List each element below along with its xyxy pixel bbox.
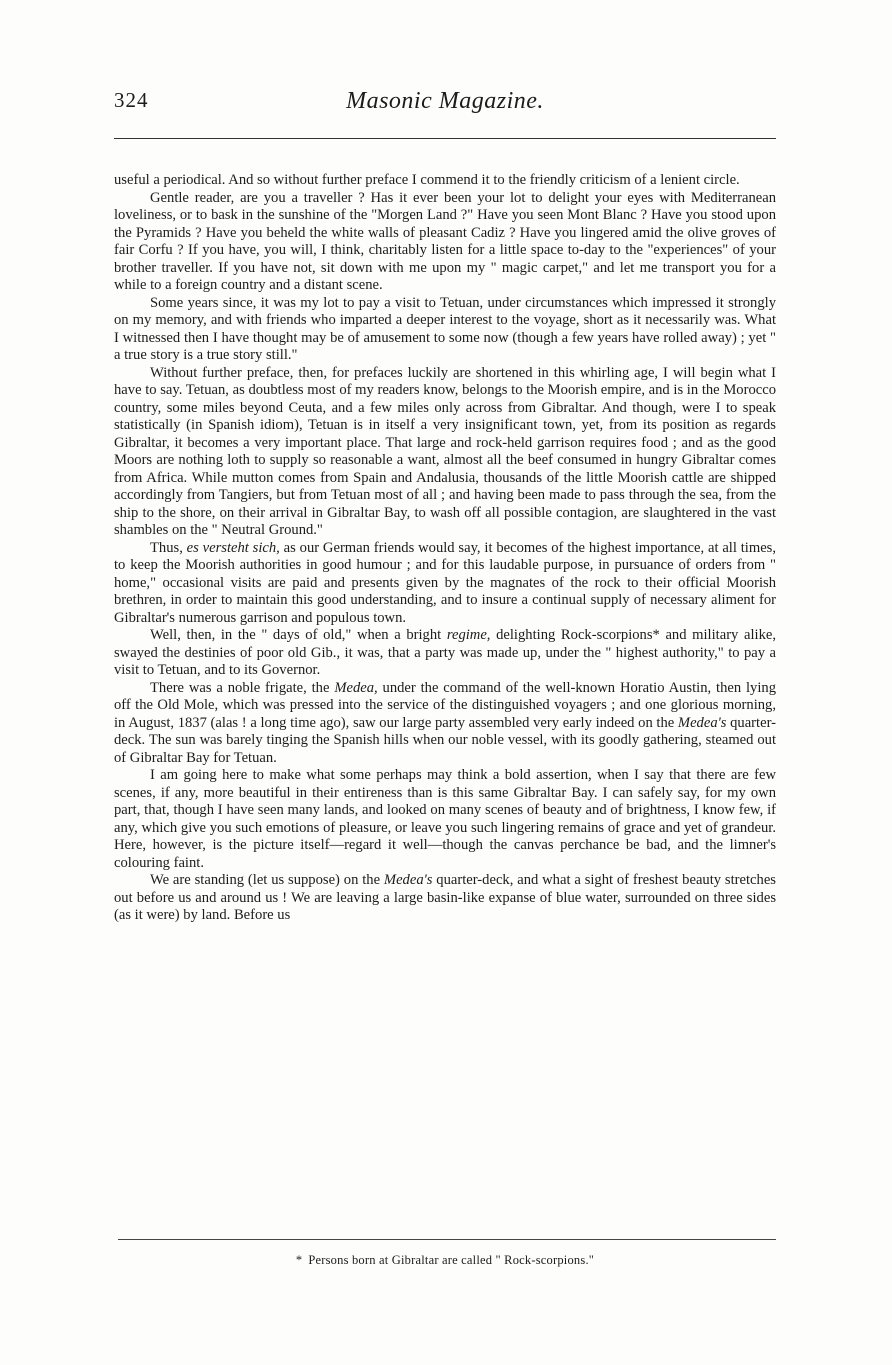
paragraph-text: I am going here to make what some perhaps may think a bold assertion, when I say that there are few scenes, if any, more beautiful in their entireness than is this same Gibraltar Bay. I can safely say, for my own part, that, though I have seen many lands, and looked on many scenes of beauty and of brightness, I know few, if any, which give you such emotions of pleasure, or leave you such lingering remains of grace and yet of grandeur. Here, however, is the picture itself—regard it well—though the canvas perchance be bad, and the limner's colouring faint.	[114, 767, 776, 871]
paragraph-text: There was a noble frigate, the	[150, 679, 335, 696]
header-rule	[114, 138, 776, 139]
paragraph-text: delighting Rock-scorpions* and military alike, swayed the destinies of poor old Gib., it was, that a party was made up, under the " highest authority," to pay a visit to Tetuan, and to its Governor.	[114, 627, 776, 678]
italic-phrase: es versteht sich,	[186, 539, 280, 556]
paragraph-text: quarter-deck. The sun was barely tinging the Spanish hills when our noble vessel, with its goodly gathering, steamed out of Gibraltar Bay for Tetuan.	[114, 714, 776, 766]
italic-phrase: regime,	[446, 627, 491, 643]
paragraph-6	[114, 627, 776, 680]
paragraph-text: Well, then, in the " days of old," when a bright	[150, 627, 447, 643]
paragraph-3	[114, 295, 776, 365]
footnote-rule	[118, 1239, 776, 1240]
paragraph-5	[114, 540, 776, 628]
paragraph-2	[114, 190, 776, 295]
italic-phrase: Medea,	[334, 679, 378, 696]
running-title: Masonic Magazine.	[346, 88, 544, 114]
paragraph-text: Without further preface, then, for prefaces luckily are shortened in this whirling age, I will begin what I have to say. Tetuan, as doubtless most of my readers know, belongs to the Moorish empire, and is in the Morocco country, some miles beyond Ceuta, and a few miles only across from Gibraltar. And though, were I to speak statistically (in Spanish idiom), Tetuan is in itself a very insignificant town, yet, from its position as regards Gibraltar, it becomes a very important place. That large and rock-held garrison requires food ; and as the good Moors are nothing loth to supply so reasonable a want, almost all the beef consumed in hungry Gibraltar comes from Africa. While mutton comes from Spain and Andalusia, thousands of the little Moorish cattle are shipped accordingly from Tangiers, but from Tetuan most of all ; and having been made to pass through the sea, from the ship to the shore, on their arrival in Gibraltar Bay, to wash off all possible contagion, are slaughtered in the vast shambles on the " Neutral Ground."	[114, 364, 776, 538]
italic-phrase: Medea's	[677, 714, 727, 731]
footnote-text: Persons born at Gibraltar are called " Rock-scorpions."	[308, 1253, 595, 1267]
paragraph-text: Some years since, it was my lot to pay a visit to Tetuan, under circumstances which impressed it strongly on my memory, and with friends who imparted a deeper interest to the voyage, short as it necessarily was. What I witnessed then I have thought may be of amusement to some now (though a few years have rolled away) ; yet " a true story is a true story still."	[114, 294, 776, 363]
paragraph-text: useful a periodical. And so without further preface I commend it to the friendly criticism of a lenient circle.	[114, 172, 740, 188]
paragraph-text: as our German friends would say, it becomes of the highest importance, at all times, to keep the Moorish authorities in good humour ; and for this laudable purpose, in pursuance of orders from " home," occasional visits are paid and presents given by the magnates of the rock to their official Moorish brethren, in order to maintain this good understanding, and to insure a continual supply of necessary aliment for Gibraltar's numerous garrison and populous town.	[114, 539, 776, 626]
paragraph-text: quarter-deck, and what a sight of freshest beauty stretches out before us and around us ! We are leaving a large basin-like expanse of blue water, surrounded on three sides (as it were) by land. Before us	[114, 872, 776, 923]
paragraph-9	[114, 872, 776, 925]
footnote-marker: *	[295, 1253, 303, 1267]
paragraph-text: Thus,	[150, 539, 187, 556]
article-body	[114, 172, 776, 925]
page-header	[114, 88, 776, 122]
paragraph-8	[114, 767, 776, 872]
paragraph-1	[114, 172, 776, 190]
paragraph-7	[114, 680, 776, 768]
paragraph-4	[114, 365, 776, 540]
paragraph-text: We are standing (let us suppose) on the	[150, 872, 384, 888]
paragraph-text: under the command of the well-known Horatio Austin, then lying off the Old Mole, which was pressed into the service of the distinguished voyagers ; and one glorious morning, in August, 1837 (alas ! a long time ago), saw our large party assembled very early indeed on the	[114, 679, 776, 731]
footnote	[114, 1253, 776, 1268]
page-number: 324	[114, 88, 149, 112]
italic-phrase: Medea's	[383, 872, 433, 888]
paragraph-text: Gentle reader, are you a traveller ? Has it ever been your lot to delight your eyes with Mediterranean loveliness, or to bask in the sunshine of the "Morgen Land ?" Have you seen Mont Blanc ? Have you stood upon the Pyramids ? Have you beheld the white walls of pleasant Cadiz ? Have you lingered amid the olive groves of fair Corfu ? If you have, you will, I think, charitably listen for a little space to-day to the "experiences" of your brother traveller. If you have not, sit down with me upon my " magic carpet," and let me transport you for a while to a foreign country and a distant scene.	[114, 189, 776, 293]
